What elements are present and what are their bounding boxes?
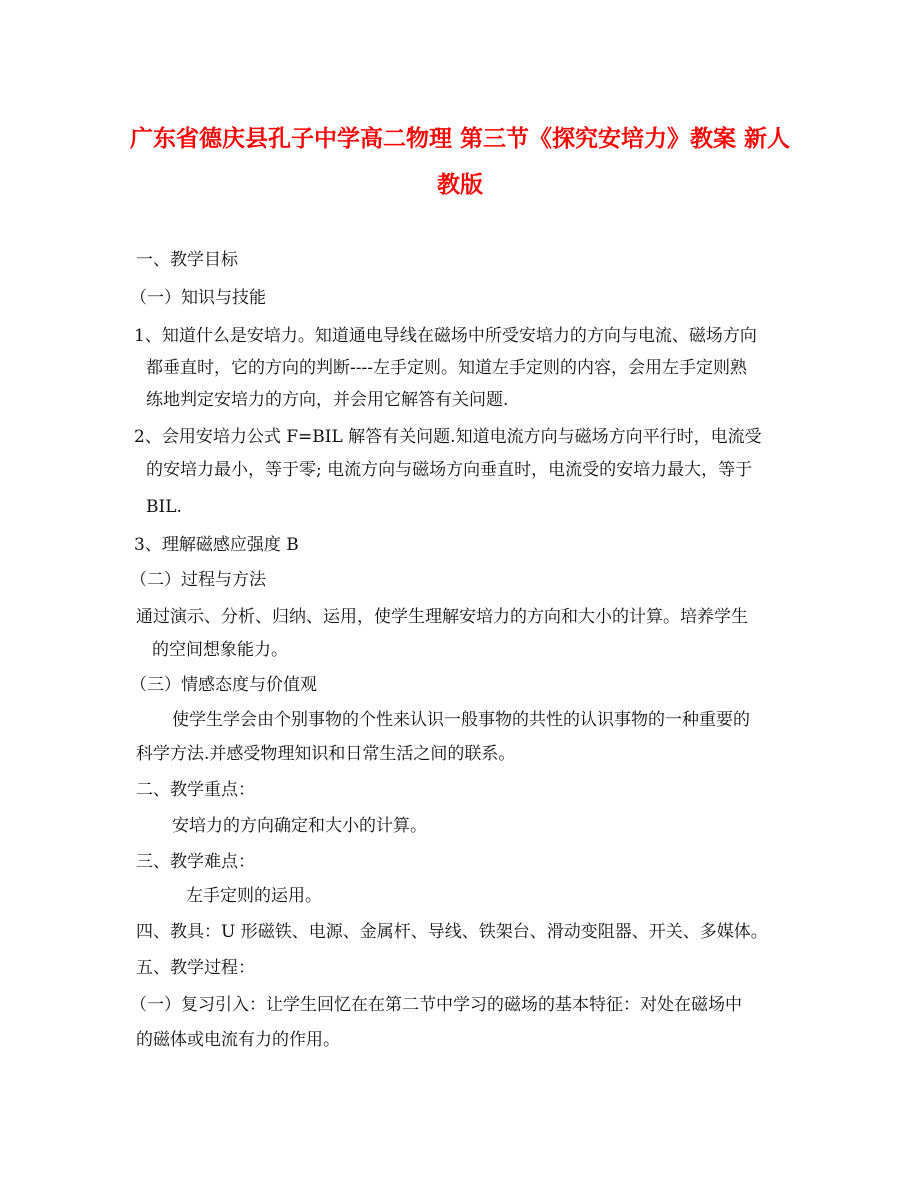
paragraph-line: 科学方法.并感受物理知识和日常生活之间的联系。 [136,744,516,764]
paragraph-line: 都垂直时，它的方向的判断----左手定则。知道左手定则的内容，会用左手定则熟 [146,358,747,378]
section-heading-difficulties: 三、教学难点： [136,852,255,872]
section-heading-teaching-process: 五、教学过程： [136,958,255,978]
section-heading-key-points: 二、教学重点： [136,780,255,800]
paragraph-line: 3、理解磁感应强度 B [134,535,299,555]
paragraph-line: 安培力的方向确定和大小的计算。 [172,816,427,836]
subsection-emotions-values: （三）情感态度与价值观 [130,675,317,695]
paragraph-line: 的磁体或电流有力的作用。 [136,1030,340,1050]
paragraph-line: BIL. [146,497,182,517]
title-line-1: 广东省德庆县孔子中学高二物理 第三节《探究安培力》教案 新人 [129,126,790,152]
paragraph-line: 通过演示、分析、归纳、运用，使学生理解安培力的方向和大小的计算。培养学生 [136,607,748,627]
subsection-process-methods: （二）过程与方法 [130,570,266,590]
paragraph-line: 2、会用安培力公式 F=BIL 解答有关问题.知道电流方向与磁场方向平行时，电流受 [134,427,762,447]
paragraph-line: 的安培力最小，等于零; 电流方向与磁场方向垂直时，电流受的安培力最大，等于 [146,460,753,480]
paragraph-line: 1、知道什么是安培力。知道通电导线在磁场中所受安培力的方向与电流、磁场方向 [134,326,757,346]
section-heading-teaching-aids: 四、教具：U 形磁铁、电源、金属杆、导线、铁架台、滑动变阻器、开关、多媒体。 [136,922,768,942]
title-line-2: 教版 [437,172,483,198]
section-heading-objectives: 一、教学目标 [136,250,238,270]
paragraph-line: 的空间想象能力。 [152,640,288,660]
paragraph-line: 使学生学会由个别事物的个性来认识一般事物的共性的认识事物的一种重要的 [172,710,750,730]
paragraph-line: （一）复习引入：让学生回忆在在第二节中学习的磁场的基本特征：对处在磁场中 [130,995,742,1015]
document-title [100,116,820,208]
subsection-knowledge-skills: （一）知识与技能 [130,288,266,308]
paragraph-line: 左手定则的运用。 [186,886,322,906]
paragraph-line: 练地判定安培力的方向，并会用它解答有关问题. [146,390,509,410]
